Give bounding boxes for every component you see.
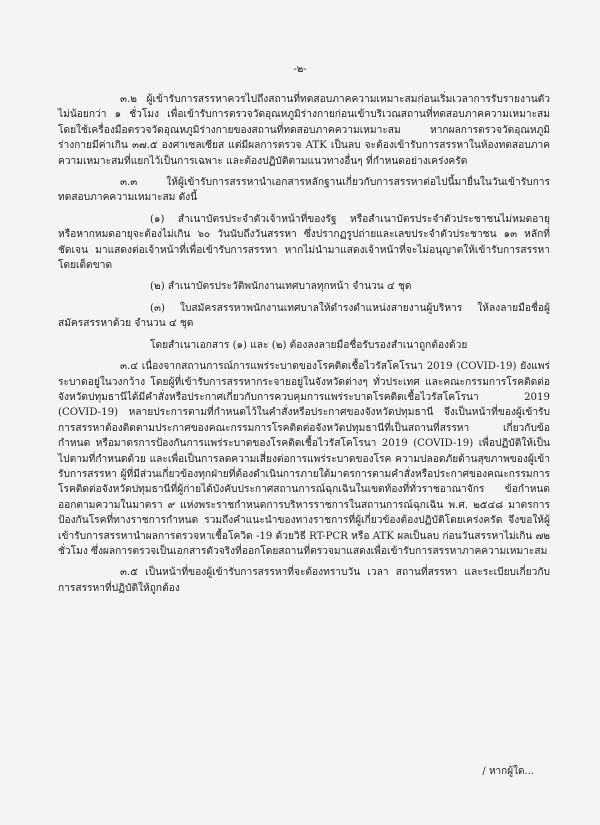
item-3: (๓) ใบสมัครสรรหาพนักงานเทศบาลให้ดำรงตำแหน่งสายงานผู้บริหาร ให้ลงลายมือชื่อผู้สมัครสรรหาด้วย จำนวน ๔ ชุด xyxy=(58,302,550,330)
document-body xyxy=(58,92,550,602)
item-1: (๑) สำเนาบัตรประจำตัวเจ้าหน้าที่ของรัฐ หรือสำเนาบัตรประจำตัวประชาชนไม่หมดอายุ หรือหากหมดอายุจะต้องไม่เกิน ๖๐ วันนับถึงวันสรรหา ซึ่งปรากฏรูปถ่ายและเลขประจำตัวประชาชน ๑๓ หลักที่ชัดเจน มาแสดงต่อเจ้าหน้าที่เพื่อเข้ารับการสรรหา หากไม่นำมาแสดงเจ้าหน้าที่จะไม่อนุญาตให้เข้ารับการสรรหาโดยเด็ดขาด xyxy=(58,213,550,272)
paragraph-3-2: ๓.๒ ผู้เข้ารับการสรรหาควรไปถึงสถานที่ทดสอบภาคความเหมาะสมก่อนเริ่มเวลาการรับรายงานตัวไม่น้อยกว่า ๑ ชั่วโมง เพื่อเข้ารับการตรวจวัดอุณหภูมิร่างกายก่อนเข้าบริเวณสถานที่ทดสอบภาคความเหมาะสม โดยใช้เครื่องมือตรวจวัดอุณหภูมิร่างกายของสถานที่ทดสอบภาคความเหมาะสม หากผลการตรวจวัดอุณหภูมิร่างกายมีค่าเกิน ๓๗.๕ องศาเซลเซียส แต่มีผลการตรวจ ATK เป็นลบ จะต้องเข้ารับการสรรหาในห้องทดสอบภาคความเหมาะสมที่แยกไว้เป็นการเฉพาะ และต้องปฏิบัติตามแนวทางอื่นๆ ที่กำหนดอย่างเคร่งครัด xyxy=(58,94,550,167)
paragraph-3-5: ๓.๕ เป็นหน้าที่ของผู้เข้ารับการสรรหาที่จะต้องทราบวัน เวลา สถานที่สรรหา และระเบียบเกี่ยวกับการสรรหาที่ปฏิบัติให้ถูกต้อง xyxy=(58,567,550,594)
paragraph-3-3: ๓.๓ ให้ผู้เข้ารับการสรรหานำเอกสารหลักฐานเกี่ยวกับการสรรหาต่อไปนี้มายื่นในวันเข้ารับการทดสอบภาคความเหมาะสม ดังนี้ xyxy=(58,177,550,204)
certification-note: โดยสำเนาเอกสาร (๑) และ (๒) ต้องลงลายมือชื่อรับรองสำเนาถูกต้องด้วย xyxy=(150,339,468,351)
paragraph-3-4: ๓.๔ เนื่องจากสถานการณ์การแพร่ระบาดของโรคติดเชื้อไวรัสโคโรนา 2019 (COVID-19) ยังแพร่ระบาดอยู่ในวงกว้าง โดยผู้ที่เข้ารับการสรรหากระจายอยู่ในจังหวัดต่างๆ ทั่วประเทศ และคณะกรรมการโรคติดต่อจังหวัดปทุมธานีได้มีคำสั่งหรือประกาศเกี่ยวกับการควบคุมการแพร่ระบาดโรคติดเชื้อไวรัสโคโรนา 2019 (COVID-19) หลายประการตามที่กำหนดไว้ในคำสั่งหรือประกาศของจังหวัดปทุมธานี จึงเป็นหน้าที่ของผู้เข้ารับการสรรหาต้องติดตามประกาศของคณะกรรมการโรคติดต่อจังหวัดปทุมธานีที่เป็นสถานที่สรรหา เกี่ยวกับข้อกำหนด หรือมาตรการป้องกันการแพร่ระบาดของโรคติดเชื้อไวรัสโคโรนา 2019 (COVID-19) เพื่อปฏิบัติให้เป็นไปตามที่กำหนดด้วย และเพื่อเป็นการลดความเสี่ยงต่อการแพร่ระบาดของโรค ความปลอดภัยด้านสุขภาพของผู้เข้ารับการสรรหา ผู้ที่มีส่วนเกี่ยวข้องทุกฝ่ายที่ต้องดำเนินการภายใต้มาตรการตามคำสั่งหรือประกาศของคณะกรรมการโรคติดต่อจังหวัดปทุมธานีที่ผู้ก่ายได้บังคับประกาศสถานการณ์ฉุกเฉินในเขตท้องที่ทั่วราชอาณาจักร ข้อกำหนดออกตามความในมาตรา ๙ แห่งพระราชกำหนดการบริหารราชการในสถานการณ์ฉุกเฉิน พ.ศ. ๒๕๔๘ มาตรการป้องกันโรคที่ทางราชการกำหนด รวมถึงคำแนะนำของทางราชการที่ผู้เกี่ยวข้องต้องปฏิบัติโดยเคร่งครัด จึงขอให้ผู้เข้ารับการสรรหานำผลการตรวจหาเชื้อโควิด -19 ด้วยวิธี RT-PCR หรือ ATK ผลเป็นลบ ก่อนวันสรรหาไม่เกิน ๗๒ ชั่วโมง ซึ่งผลการตรวจเป็นเอกสารตัวจริงที่ออกโดยสถานที่ตรวจมาแสดงเพื่อเข้ารับการสรรหาภาคความเหมาะสม xyxy=(58,361,550,557)
page-number: -๒- xyxy=(293,64,307,75)
continuation-footer: / หากผู้ใด... xyxy=(482,766,534,777)
item-2: (๒) สำเนาบัตรประวัติพนักงานเทศบาลทุกหน้า จำนวน ๔ ชุด xyxy=(150,281,412,293)
